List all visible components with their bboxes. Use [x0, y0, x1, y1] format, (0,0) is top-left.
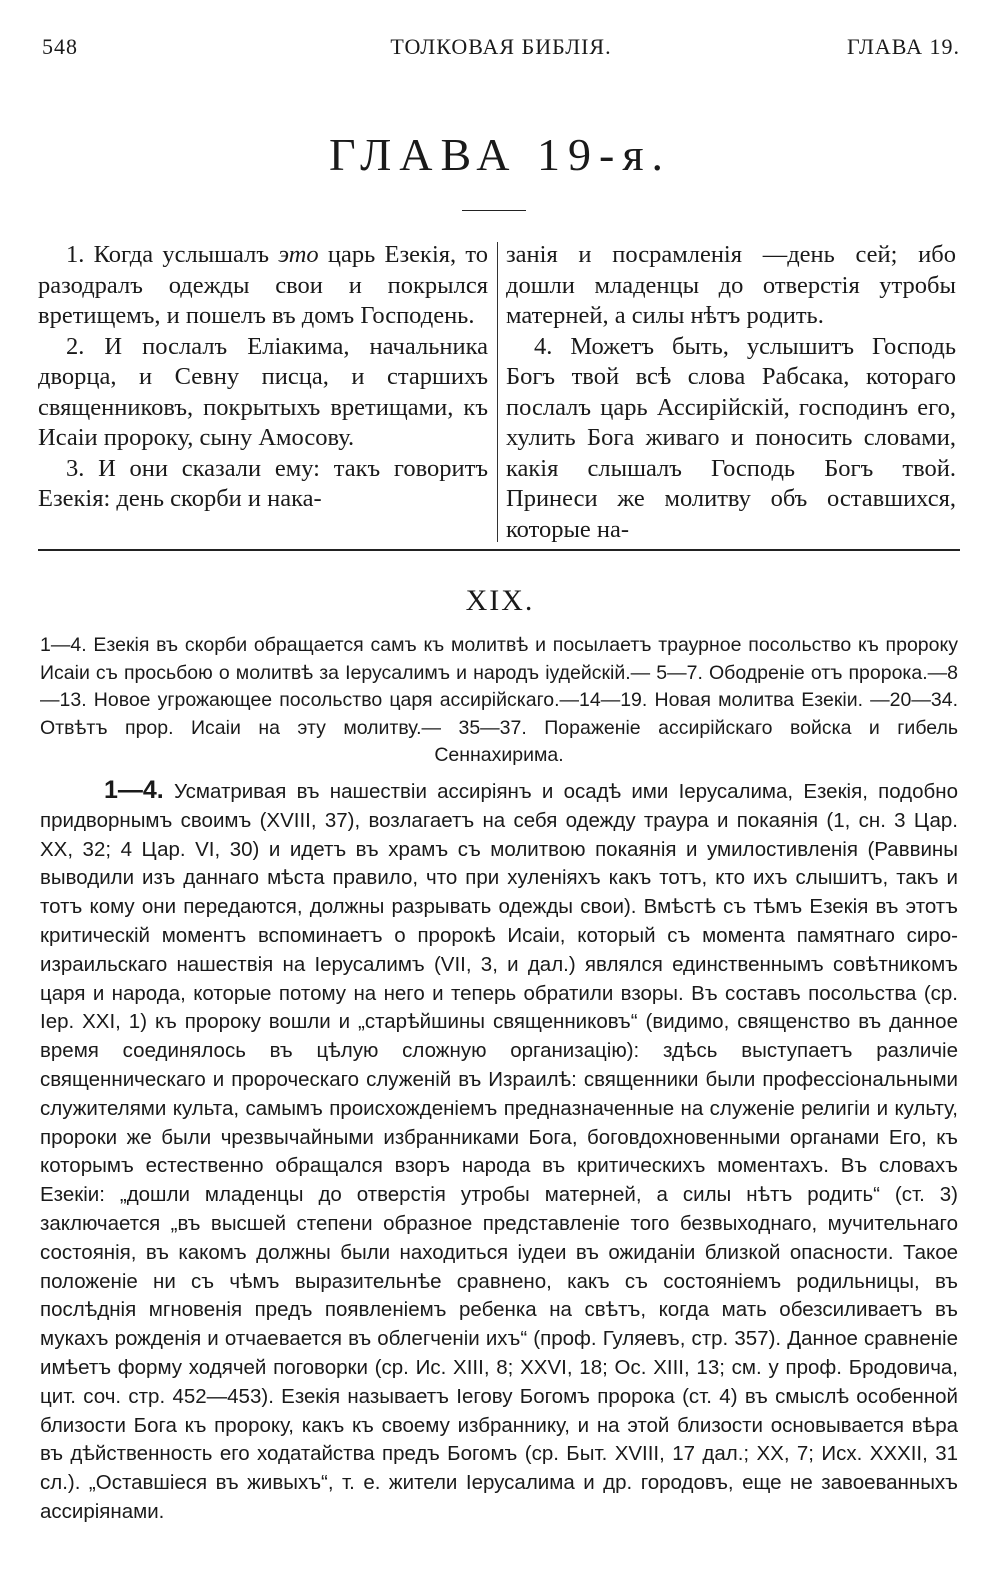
title-rule [462, 210, 526, 211]
verse-paragraph: 3. И они сказали ему: такъ говоритъ Езекія: день скорби и нака- [38, 454, 488, 512]
italic-word: это [278, 241, 319, 268]
section-numeral: XIX. [465, 584, 535, 617]
verse-paragraph: занія и посрамленія —день сей; ибо дошли младенцы до отверстія утробы матерней, а силы нѣтъ родить. [506, 241, 956, 329]
commentary-lead: 1—4. [104, 776, 164, 804]
scripture-rule [38, 549, 960, 551]
column-divider [497, 242, 498, 542]
scripture-right-column [506, 240, 956, 545]
commentary [40, 776, 958, 1527]
chapter-summary: 1—4. Езекія въ скорби обращается самъ къ молитвѣ и посылаетъ траурное посольство къ пророку Исаіи съ просьбою о молитвѣ за Іерусалимъ и народъ іудейскій.— 5—7. Ободреніе отъ пророка.—8—13. Новое угрожающее посольство царя ассирійскаго.—14—19. Новая молитва Езекіи. —20—34. Отвѣтъ прор. Исаіи на эту молитву.— 35—37. Пораженіе ассирійскаго войска и гибель Сеннахирима. [40, 634, 958, 766]
scripture-block [38, 240, 956, 546]
scripture-left-column [38, 240, 488, 515]
page-number: 548 [42, 34, 78, 59]
book-title: ТОЛКОВАЯ БИБЛІЯ. [390, 34, 612, 59]
verse-paragraph: 2. И послалъ Еліакима, начальника дворца, и Севну писца, и старшихъ священниковъ, покрытыхъ вретищами, къ Исаіи пророку, сыну Амосову. [38, 332, 488, 451]
running-header [42, 34, 960, 70]
verse-paragraph: 1. Когда услышалъ это царь Езекія, то разодралъ одежды свои и покрылся вретищемъ, и пошелъ въ домъ Господень. [38, 241, 488, 329]
chapter-label: ГЛАВА 19. [846, 34, 960, 59]
chapter-title: ГЛАВА 19-я. [328, 129, 672, 180]
verse-paragraph: 4. Можетъ быть, услышитъ Господь Богъ твой всѣ слова Рабсака, котораго послалъ царь Ассирійскій, господинъ его, хулить Бога живаго и поносить словами, какія слышалъ Господь Богъ твой. Принеси же молитву объ оставшихся, которые на- [506, 332, 956, 543]
commentary-text: Усматривая въ нашествіи ассиріянъ и осадѣ ими Іерусалима, Езекія, подобно придворнымъ своимъ (XVIII, 37), возлагаетъ на себя одежду траура и покаянія (1, сн. 3 Цар. XX, 32; 4 Цар. VI, 30) и идетъ въ храмъ съ молитвою покаянія и умилостивленія (Раввины выводили изъ даннаго мѣста правило, что при хуленіяхъ какъ тотъ, кто ихъ слышитъ, такъ и тотъ кому они передаются, должны разрывать одежды свои). Вмѣстѣ съ тѣмъ Езекія въ этотъ критическій моментъ вспоминаетъ о пророкѣ Исаіи, который съ момента памятнаго сиро-израильскаго нашествія на Іерусалимъ (VII, 3, и дал.) являлся единственнымъ совѣтникомъ царя и народа, которые потому на него и теперь обратили взоры. Въ составъ посольства (ср. Іер. XXI, 1) къ пророку вошли и „старѣйшины священниковъ“ (видимо, священство въ данное время соединялось въ цѣлую сложную организацію): здѣсь выступаетъ различіе священническаго и пророческаго служеній въ Израилѣ: священники были профессіональными служителями культа, самымъ происхожденіемъ предназначенные на служеніе религіи и культу, пророки же были чрезвычайными избранниками Бога, боговдохновенными органами Его, къ которымъ естественно обращался взоръ народа въ критическихъ моментахъ. Въ словахъ Езекіи: „дошли младенцы до отверстія утробы матерней, а силы нѣтъ родить“ (ст. 3) заключается „въ высшей степени образное представленіе того безвыходнаго, мучительнаго состоянія, въ какомъ должны были находиться іудеи въ ожиданіи близкой опасности. Такое положеніе ни съ чѣмъ выразительнѣе сравнено, какъ съ состояніемъ родильницы, въ послѣднія мгновенія предъ появленіемъ ребенка на свѣтъ, когда мать обезсиливаетъ въ мукахъ рожденія и отчаевается въ облегченіи ихъ“ (проф. Гуляевъ, стр. 357). Данное сравненіе имѣетъ форму ходячей поговорки (ср. Ис. XIII, 8; XXVI, 18; Ос. XIII, 13; см. у проф. Бродовича, цит. соч. стр. 452—453). Езекія называетъ Іегову Богомъ пророка (ст. 4) въ смыслѣ особенной близости Бога къ пророку, какъ къ своему избраннику, и на этой близости основывается вѣра въ дѣйственность его ходатайства предъ Богомъ (ср. Быт. XVIII, 17 дал.; XX, 7; Исх. XXXII, 31 сл.). „Оставшіеся въ живыхъ“, т. е. жители Іерусалима и др. городовъ, еще не завоеванныхъ ассиріянами. [40, 780, 958, 1523]
